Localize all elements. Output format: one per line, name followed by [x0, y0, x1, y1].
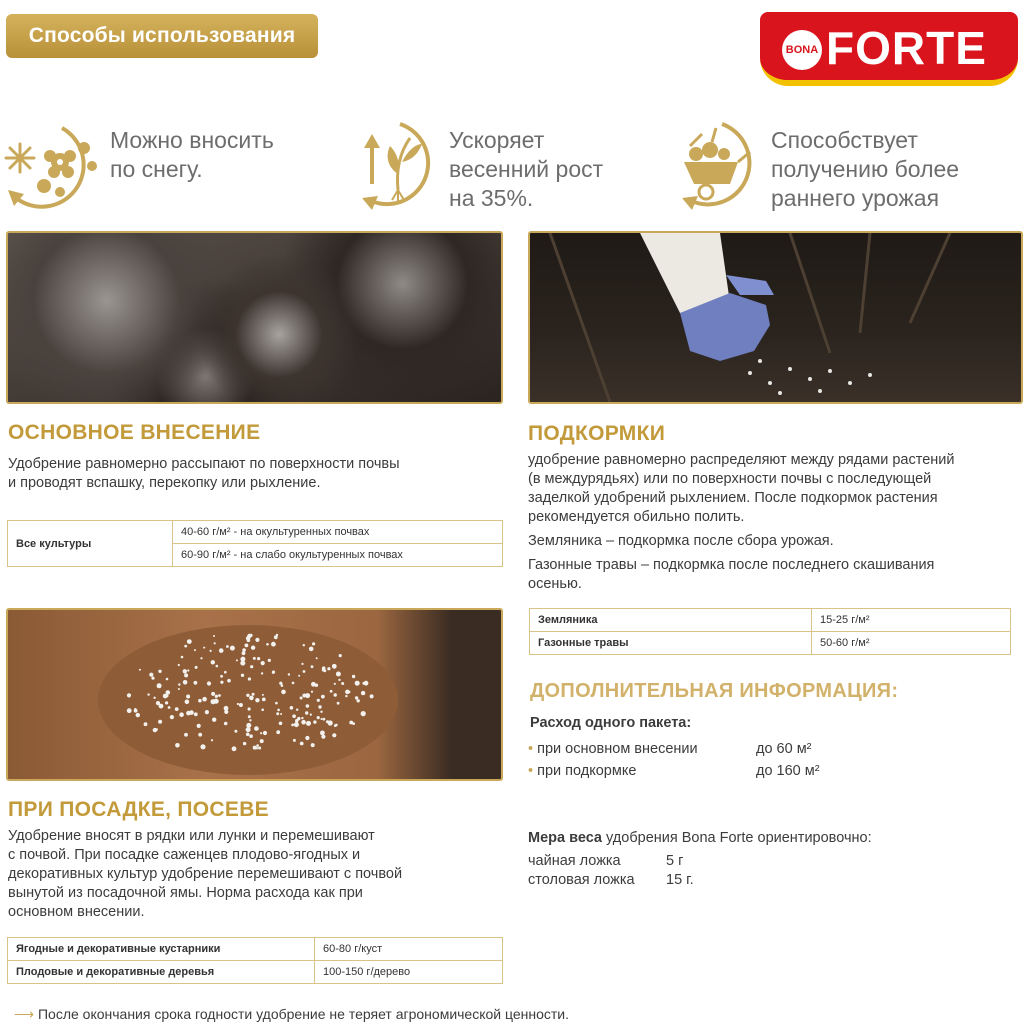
planting-text: [8, 827, 503, 922]
table-cell-rate: 40-60 г/м² - на окультуренных почвах: [173, 521, 503, 544]
list-item: [528, 762, 848, 784]
weight-measure-line: [528, 829, 1018, 848]
feeding-line: заделкой удобрений рыхлением. После подкормок растения: [528, 490, 938, 506]
table-row: [8, 961, 503, 984]
table-cell-rate: 60-80 г/куст: [315, 938, 503, 961]
feature-harvest-line3: раннего урожая: [771, 185, 940, 211]
feeding-line: (в междурядьях) или по поверхности почвы с последующей: [528, 471, 932, 487]
weight-measure-rest: удобрения Bona Forte ориентировочно:: [602, 830, 872, 846]
measure-label: чайная ложка: [528, 853, 621, 869]
consumption-item-label: при основном внесении: [537, 741, 698, 757]
additional-info-title: ДОПОЛНИТЕЛЬНАЯ ИНФОРМАЦИЯ:: [530, 680, 899, 702]
planting-line: декоративных культур удобрение перемешивают с почвой: [8, 866, 403, 882]
feature-snow-line1: Можно вносить: [110, 127, 274, 153]
feeding-title: ПОДКОРМКИ: [528, 422, 666, 445]
feature-snow-line2: по снегу.: [110, 156, 203, 182]
logo-bona-circle: BONA: [782, 30, 822, 70]
list-item: [528, 740, 848, 762]
feature-snow: [110, 126, 340, 184]
planting-title: ПРИ ПОСАДКЕ, ПОСЕВЕ: [8, 798, 269, 821]
planting-line: основном внесении.: [8, 904, 145, 920]
planting-line: Удобрение вносят в рядки или лунки и перемешивают: [8, 828, 375, 844]
table-cell-rate: 100-150 г/дерево: [315, 961, 503, 984]
list-item: [528, 871, 788, 890]
main-application-title: ОСНОВНОЕ ВНЕСЕНИЕ: [8, 421, 261, 444]
feature-growth-line3: на 35%.: [449, 185, 534, 211]
feeding-table: [529, 608, 1011, 655]
arrow-right-icon: ⟶: [14, 1006, 35, 1022]
section-badge: Способы использования: [6, 14, 318, 58]
feature-growth: [449, 126, 669, 213]
feeding-photo: [528, 231, 1023, 404]
frost-soil-photo: [6, 231, 503, 404]
consumption-list: [528, 740, 848, 784]
footer-note: [14, 1005, 1014, 1024]
table-cell-crop: Все культуры: [8, 521, 173, 567]
feeding-lawn-note-line1: Газонные травы – подкормка после последнего скашивания: [528, 557, 935, 573]
consumption-item-label: при подкормке: [537, 763, 637, 779]
feature-growth-line2: весенний рост: [449, 156, 604, 182]
table-cell-rate: 60-90 г/м² - на слабо окультуренных почвах: [173, 544, 503, 567]
table-cell-crop: Газонные травы: [530, 632, 812, 655]
planting-line: вынутой из посадочной ямы. Норма расхода как при: [8, 885, 363, 901]
table-cell-crop: Земляника: [530, 609, 812, 632]
brand-logo: [760, 12, 1018, 86]
main-application-table: [7, 520, 503, 567]
consumption-item-value: до 60 м²: [756, 741, 812, 757]
weight-measure-bold: Мера веса: [528, 830, 602, 846]
planting-hole-photo: [6, 608, 503, 781]
table-row: [8, 938, 503, 961]
table-cell-rate: 50-60 г/м²: [812, 632, 1011, 655]
consumption-label: Расход одного пакета:: [530, 715, 692, 731]
table-row: [530, 609, 1011, 632]
logo-forte-text: FORTE: [826, 22, 987, 74]
measure-value: 5 г: [666, 853, 684, 869]
bullet-icon: •: [528, 763, 534, 779]
table-row: [8, 521, 503, 544]
sprout-growth-icon: [356, 118, 440, 214]
table-cell-rate: 15-25 г/м²: [812, 609, 1011, 632]
footer-text: После окончания срока годности удобрение не теряет агрономической ценности.: [37, 1006, 570, 1022]
measure-label: столовая ложка: [528, 872, 635, 888]
feeding-line: рекомендуется обильно полить.: [528, 509, 745, 525]
feature-harvest-line1: Способствует: [771, 127, 918, 153]
feeding-strawberry-note: Земляника – подкормка после сбора урожая.: [528, 533, 834, 549]
feeding-line: удобрение равномерно распределяют между рядами растений: [528, 452, 955, 468]
table-row: [530, 632, 1011, 655]
consumption-item-value: до 160 м²: [756, 763, 820, 779]
planting-table: [7, 937, 503, 984]
main-application-line1: Удобрение равномерно рассыпают по поверхности почвы: [8, 456, 400, 472]
main-application-text: [8, 455, 503, 493]
measure-value: 15 г.: [666, 872, 694, 888]
list-item: [528, 852, 788, 871]
measures-list: [528, 852, 788, 890]
table-cell-crop: Плодовые и декоративные деревья: [8, 961, 315, 984]
feature-growth-line1: Ускоряет: [449, 127, 545, 153]
bullet-icon: •: [528, 741, 534, 757]
feeding-lawn-note-line2: осенью.: [528, 576, 582, 592]
feature-harvest-line2: получению более: [771, 156, 960, 182]
table-cell-crop: Ягодные и декоративные кустарники: [8, 938, 315, 961]
wheelbarrow-harvest-icon: [676, 118, 762, 214]
feature-harvest: [771, 126, 1021, 213]
feeding-text: [528, 451, 1018, 594]
snowflake-flower-icon: [2, 120, 106, 218]
main-application-line2: и проводят вспашку, перекопку или рыхление.: [8, 475, 321, 491]
planting-line: с почвой. При посадке саженцев плодово-ягодных и: [8, 847, 361, 863]
